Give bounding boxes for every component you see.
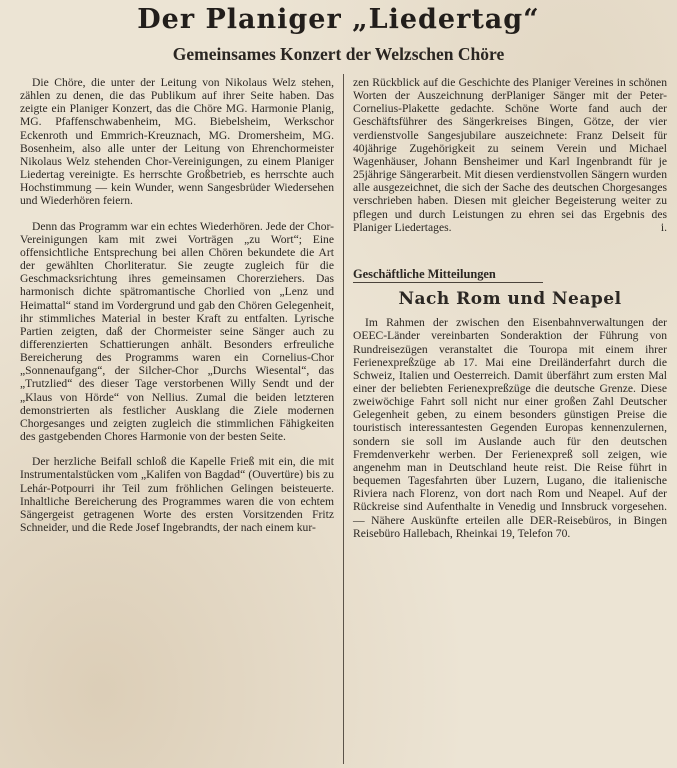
notice-title: Nach Rom und Neapel bbox=[398, 289, 622, 310]
article-paragraph-4-text: zen Rückblick auf die Geschichte des Planiger Vereines in schönen Worten der Auszeichnung derPlaniger Sänger mit der Peter-Cornelius-Plakette gedachte. Schöne Worte fand auch der Geschäftsführer des Sängerkreises Bingen, Götze, der vier verdienstvolle Sangesjubilare auszeichnete: Franz Delseit für 40jährige Zugehörigkeit zu seinem Verein und Michael Wagenhäuser, Johann Bensheimer und Karl Ingenbrandt für je 25jährige Sängerarbeit. Mit diesen verdienstvollen Sängern wurden alle ausgezeichnet, die sich der Sache des deutschen Chorgesanges verschrieben haben. Diesen mit gleicher Begeisterung weiter zu pflegen und durch Leistungen zu ehren sei das Ergebnis des Planiger Liedertages. bbox=[353, 76, 667, 234]
article-signature: i. bbox=[660, 220, 667, 234]
section-label-business-notices: Geschäftliche Mitteilungen bbox=[353, 268, 543, 283]
left-column bbox=[20, 76, 334, 546]
article-paragraph-2: Denn das Programm war ein echtes Wiederhören. Jede der Chor-Vereinigungen kam mit zwei Vorträgen „zu Wort“; Eine offensichtliche Entsprechung bei allen Chören bekundete die Art der gewählten Chorliteratur. Sie zeugte zugleich für die Geschmacksrichtung ihres gemeinsamen Chorerziehers. Das harmonisch dichte spätromantische Chorlied von „Lenz und Heimattal“ stand im Vordergrund und gab den Chören Gelegenheit, ihr stimmliches Material in bester Kraft zu entfalten. Lyrische Partien zeigten, daß der Chormeister seine Sänger auch zu differenzierten Schattierungen anhält. Besonders erfreuliche Bereicherung des Programms waren ein Cornelius-Chor „Sonnenaufgang“, der Silcher-Chor „Durchs Wiesental“, das „Trutzlied“ des dieser Tage verstorbenen Willy Sendt und der „Klaus von Hörde“ von Nellius. Zumal die beiden letzteren demonstrierten als festlicher Ausklang die Ziele modernen Chorgesanges und zeigten zugleich die stimmlichen Fähigkeiten des gastgebenden Chores Harmonie von der besten Seite. bbox=[20, 219, 334, 444]
right-column bbox=[353, 76, 667, 552]
article-subheadline: Gemeinsames Konzert der Welzschen Chöre bbox=[172, 44, 505, 64]
article-paragraph-1: Die Chöre, die unter der Leitung von Nikolaus Welz stehen, zählen zu denen, die das Publikum auf ihrer Seite haben. Das zeigte ein Planiger Konzert, das die Chöre MG. Harmonie Planig, MG. Pfaffenschwabenheim, MG. Biebelsheim, Werkschor Eckenroth und Emmrich-Kreuznach, MG. Dromersheim, MG. Bosenheim, also alle unter der Leitung von Ehrenchormeister Nikolaus Welz stehenden Chor-Vereinigungen, zu einem Planiger Liedertag vereinigte. Es herrschte Großbetrieb, es herrschte auch Hochstimmung — kein Wunder, wenn Sangesbrüder Wiedersehen und Wiederhören feiern. bbox=[20, 76, 334, 208]
column-divider bbox=[343, 74, 344, 764]
article-headline: Der Planiger „Liedertag“ bbox=[137, 4, 540, 35]
article-paragraph-3: Der herzliche Beifall schloß die Kapelle Frieß mit ein, die mit Instrumentalstücken vom „Kalifen von Bagdad“ (Ouvertüre) bis zu Lehár-Potpourri ihr Teil zum fröhlichen Gelingen beisteuerte. Inhaltliche Bereicherung des Programmes waren die von echtem Sängergeist getragenen Worte des ersten Vorsitzenden Fritz Schneider, und die Rede Josef Ingebrandts, der nach einem kur- bbox=[20, 455, 334, 534]
article-paragraph-4 bbox=[353, 76, 667, 234]
notice-paragraph: Im Rahmen der zwischen den Eisenbahnverwaltungen der OEEC-Länder vereinbarten Sonderaktion der Führung von Rundreisezügen veranstaltet die Touropa mit einem ihrer Ferienexpreßzüge ab 17. Mai eine Dreiländerfahrt durch die Schweiz, Italien und Oesterreich. Damit überfährt zum ersten Mal einer der beliebten Ferienexpreßzüge die deutsche Grenze. Diese zweiwöchige Fahrt soll nicht nur einer großen Zahl Deutscher Gelegenheit geben, zu einem besonders günstigen Preise die touristisch interessantesten Gegenden Europas kennenzulernen, sondern sie soll im Auslande auch für den deutschen Fremdenverkehr werben. Der Ferienexpreß soll zeigen, wie angenehm man in Deutschland heute reist. Die Reise führt in bequemen Tagesfahrten über Luzern, Lugano, die italienische Riviera nach Florenz, von dort nach Rom und Neapel. Auf der Rückreise sind Aufenthalte in Venedig und Innsbruck vorgesehen. — Nähere Auskünfte erteilen alle DER-Reisebüros, in Bingen Reisebüro Hallebach, Rheinkai 19, Telefon 70. bbox=[353, 316, 667, 540]
